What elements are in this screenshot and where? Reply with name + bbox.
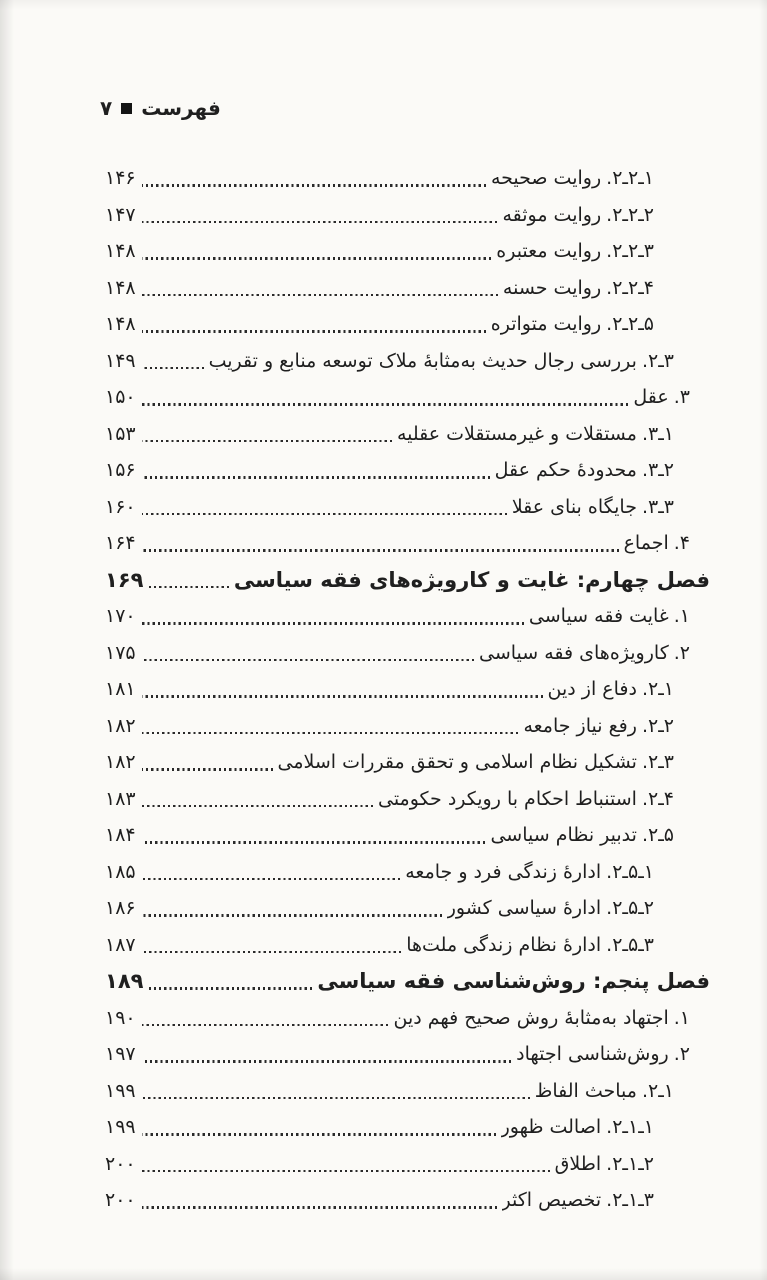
entry-number: ۲ـ۱ـ۲. — [606, 1152, 654, 1175]
entry-text: غایت فقه سیاسی — [528, 605, 669, 627]
dotted-leader — [142, 768, 273, 770]
toc-entry-row — [105, 708, 710, 745]
entry-number: ۲. — [673, 1043, 690, 1065]
dotted-leader — [149, 586, 228, 588]
entry-page-number: ۱۴۸ — [105, 313, 136, 335]
dotted-leader — [142, 513, 507, 515]
entry-number: ۴. — [673, 532, 690, 554]
entry-page-number: ۱۴۶ — [105, 167, 136, 189]
dotted-leader — [142, 951, 402, 953]
entry-title — [502, 1182, 654, 1219]
entry-title — [278, 744, 674, 781]
entry-page-number: ۱۴۸ — [105, 240, 136, 262]
toc-entry-row — [105, 306, 710, 343]
entry-text: دفاع از دین — [547, 678, 637, 700]
entry-number: ۳ـ۲. — [641, 349, 674, 372]
entry-text: اجماع — [623, 532, 669, 554]
filled-square-icon — [121, 103, 132, 114]
entry-title — [624, 525, 690, 562]
entry-title — [397, 416, 674, 453]
toc-entry-row — [105, 598, 710, 635]
entry-number: ۲ـ۵ـ۲. — [606, 897, 654, 919]
toc-entry-row — [105, 197, 710, 234]
dotted-leader — [142, 367, 204, 369]
entry-page-number: ۲۰۰ — [105, 1189, 136, 1211]
entry-title — [447, 890, 654, 927]
entry-number: ۲ـ۲. — [641, 714, 674, 737]
dotted-leader — [142, 549, 619, 551]
entry-number: ۳ـ۲ـ۲. — [606, 240, 654, 262]
entry-title — [378, 781, 674, 818]
entry-title — [406, 927, 654, 964]
entry-page-number: ۱۹۹ — [105, 1116, 136, 1138]
entry-text: روایت صحیحه — [490, 167, 602, 189]
entry-page-number: ۱۷۵ — [105, 641, 136, 664]
toc-entry-row — [105, 160, 710, 197]
page-header — [100, 96, 221, 120]
entry-page-number: ۱۸۲ — [105, 714, 136, 737]
entry-number: ۵ـ۲. — [641, 824, 674, 846]
dotted-leader — [142, 695, 543, 697]
toc-entry-row — [105, 562, 710, 599]
entry-number: ۴ـ۲. — [641, 787, 674, 810]
dotted-leader — [142, 841, 486, 843]
entry-title — [491, 306, 654, 343]
entry-title — [523, 708, 674, 745]
entry-title — [491, 160, 654, 197]
entry-text: ادارۀ نظام زندگی ملت‌ها — [406, 933, 602, 956]
entry-text: اصالت ظهور — [500, 1116, 602, 1138]
entry-page-number: ۱۸۶ — [105, 897, 136, 919]
entry-number: ۲ـ۳. — [641, 459, 674, 481]
entry-number: ۱ـ۲. — [641, 678, 674, 700]
entry-title — [496, 233, 654, 270]
entry-number: ۱ـ۵ـ۲. — [606, 860, 654, 883]
entry-text: جایگاه بنای عقلا — [511, 495, 637, 518]
entry-text: بررسی رجال حدیث به‌مثابۀ ملاک توسعه منابع و تقریب — [208, 349, 637, 372]
toc-entry-row — [105, 1000, 710, 1037]
entry-page-number: ۱۸۷ — [105, 933, 136, 956]
entry-page-number: ۱۴۹ — [105, 349, 136, 372]
entry-number: ۱ـ۲. — [641, 1079, 674, 1102]
entry-page-number: ۱۸۵ — [105, 860, 136, 883]
toc-entry-row — [105, 1036, 710, 1073]
dotted-leader — [142, 914, 442, 916]
entry-text: کارویژه‌های فقه سیاسی — [478, 641, 669, 664]
toc-entry-row — [105, 489, 710, 526]
toc-entry-row — [105, 744, 710, 781]
entry-number: ۳ـ۲. — [641, 751, 674, 773]
dotted-leader — [142, 330, 486, 332]
dotted-leader — [142, 294, 498, 296]
toc-entry-row — [105, 416, 710, 453]
entry-title — [535, 1073, 674, 1110]
entry-title — [633, 379, 690, 416]
entry-number: ۳ـ۳. — [641, 495, 674, 518]
toc-entry-row — [105, 927, 710, 964]
dotted-leader — [142, 805, 373, 807]
entry-text: روایت حسنه — [502, 276, 602, 299]
entry-title — [393, 1000, 690, 1037]
entry-title — [490, 817, 674, 854]
entry-title — [405, 854, 654, 891]
entry-text: فصل پنجم: روش‌شناسی فقه سیاسی — [317, 969, 710, 993]
entry-page-number: ۱۸۲ — [105, 751, 136, 773]
toc-entry-row — [105, 635, 710, 672]
entry-page-number: ۱۵۳ — [105, 422, 136, 445]
entry-page-number: ۱۵۶ — [105, 459, 136, 481]
dotted-leader — [142, 257, 492, 259]
entry-text: تدبیر نظام سیاسی — [490, 824, 637, 846]
entry-title — [209, 343, 674, 380]
toc-entry-row — [105, 1146, 710, 1183]
entry-number: ۱ـ۳. — [641, 422, 674, 445]
dotted-leader — [142, 732, 519, 734]
entry-number: ۲ـ۲ـ۲. — [606, 203, 654, 226]
entry-title — [555, 1146, 654, 1183]
entry-page-number: ۲۰۰ — [105, 1152, 136, 1175]
header-title: فهرست — [141, 96, 221, 120]
dotted-leader — [142, 476, 490, 478]
entry-number: ۳. — [673, 386, 690, 408]
entry-text: استنباط احکام با رویکرد حکومتی — [377, 787, 637, 810]
toc-list — [105, 160, 710, 1219]
toc-entry-row — [105, 671, 710, 708]
toc-entry-row — [105, 270, 710, 307]
dotted-leader — [142, 1206, 497, 1208]
entry-page-number: ۱۸۱ — [105, 678, 136, 700]
dotted-leader — [142, 221, 498, 223]
entry-number: ۴ـ۲ـ۲. — [606, 276, 654, 299]
entry-page-number: ۱۶۹ — [105, 567, 144, 592]
entry-page-number: ۱۸۳ — [105, 787, 136, 810]
entry-text: روایت متواتره — [490, 313, 602, 335]
toc-entry-row — [105, 525, 710, 562]
dotted-leader — [142, 1170, 550, 1172]
toc-entry-row — [105, 1109, 710, 1146]
entry-number: ۳ـ۱ـ۲. — [606, 1189, 654, 1211]
toc-entry-row — [105, 1073, 710, 1110]
entry-text: عقل — [633, 386, 669, 408]
toc-entry-row — [105, 343, 710, 380]
entry-text: مباحث الفاظ — [534, 1079, 637, 1102]
entry-title — [512, 489, 674, 526]
entry-page-number: ۱۸۹ — [105, 969, 144, 993]
dotted-leader — [142, 440, 392, 442]
entry-number: ۱. — [673, 1006, 690, 1029]
entry-number: ۳ـ۵ـ۲. — [606, 933, 654, 956]
entry-page-number: ۱۶۰ — [105, 495, 136, 518]
entry-title — [317, 963, 710, 1000]
entry-page-number: ۱۶۴ — [105, 532, 136, 554]
toc-entry-row — [105, 781, 710, 818]
header-page-number: ۷ — [100, 96, 113, 120]
entry-page-number: ۱۹۰ — [105, 1006, 136, 1029]
entry-page-number: ۱۴۷ — [105, 203, 136, 226]
toc-entry-row — [105, 379, 710, 416]
entry-text: تشکیل نظام اسلامی و تحقق مقررات اسلامی — [277, 751, 637, 773]
toc-entry-row — [105, 1182, 710, 1219]
toc-entry-row — [105, 817, 710, 854]
dotted-leader — [149, 987, 312, 989]
entry-text: روایت معتبره — [496, 240, 602, 262]
dotted-leader — [142, 1133, 496, 1135]
entry-page-number: ۱۴۸ — [105, 276, 136, 299]
entry-number: ۲. — [673, 641, 690, 664]
dotted-leader — [142, 878, 401, 880]
dotted-leader — [142, 622, 524, 624]
entry-text: اجتهاد به‌مثابۀ روش صحیح فهم دین — [393, 1006, 669, 1029]
entry-text: روایت موثقه — [502, 203, 602, 226]
entry-page-number: ۱۵۰ — [105, 386, 136, 408]
entry-number: ۵ـ۲ـ۲. — [606, 313, 654, 335]
entry-text: روش‌شناسی اجتهاد — [516, 1043, 669, 1065]
entry-title — [503, 270, 654, 307]
entry-number: ۱. — [673, 605, 690, 627]
entry-text: اطلاق — [554, 1152, 602, 1175]
entry-title — [548, 671, 674, 708]
entry-page-number: ۱۸۴ — [105, 824, 136, 846]
entry-title — [501, 1109, 654, 1146]
entry-page-number: ۱۹۷ — [105, 1043, 136, 1065]
toc-entry-row — [105, 854, 710, 891]
entry-title — [234, 562, 710, 599]
entry-text: محدودۀ حکم عقل — [494, 459, 637, 481]
entry-title — [529, 598, 690, 635]
toc-entry-row — [105, 890, 710, 927]
entry-title — [502, 197, 654, 234]
entry-number: ۱ـ۲ـ۲. — [606, 167, 654, 189]
dotted-leader — [142, 1097, 530, 1099]
entry-text: رفع نیاز جامعه — [523, 714, 637, 737]
dotted-leader — [142, 1024, 389, 1026]
dotted-leader — [142, 659, 474, 661]
dotted-leader — [142, 403, 629, 405]
entry-number: ۱ـ۱ـ۲. — [606, 1116, 654, 1138]
entry-title — [495, 452, 674, 489]
dotted-leader — [142, 184, 486, 186]
dotted-leader — [142, 1060, 512, 1062]
entry-page-number: ۱۹۹ — [105, 1079, 136, 1102]
entry-title — [516, 1036, 690, 1073]
entry-text: ادارۀ سیاسی کشور — [446, 897, 602, 919]
toc-entry-row — [105, 963, 710, 1000]
entry-title — [479, 635, 690, 672]
entry-text: تخصیص اکثر — [501, 1189, 602, 1211]
entry-text: مستقلات و غیرمستقلات عقلیه — [396, 422, 637, 445]
entry-text: ادارۀ زندگی فرد و جامعه — [405, 860, 602, 883]
toc-entry-row — [105, 233, 710, 270]
entry-page-number: ۱۷۰ — [105, 605, 136, 627]
toc-entry-row — [105, 452, 710, 489]
entry-text: فصل چهارم: غایت و کارویژه‌های فقه سیاسی — [233, 567, 710, 592]
